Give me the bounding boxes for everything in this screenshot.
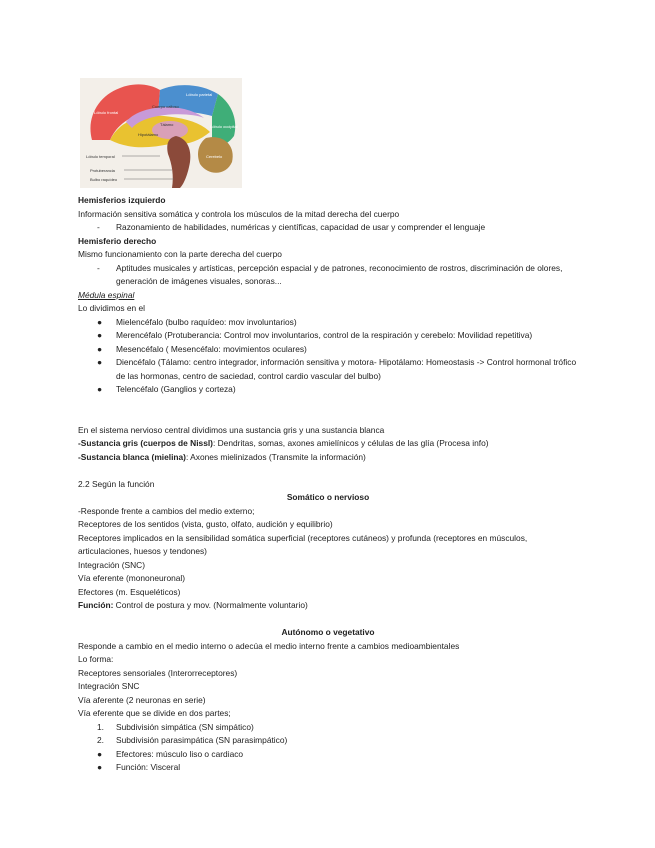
label-cerebelo: Cerebelo bbox=[206, 154, 223, 159]
label-lobulo-parietal: Lóbulo parietal bbox=[186, 92, 213, 97]
heading-hemisferio-derecho: Hemisferio derecho bbox=[78, 235, 157, 246]
paragraph: Integración SNC bbox=[78, 681, 140, 691]
bullet-text: Mielencéfalo (bulbo raquídeo: mov involuntarios) bbox=[116, 316, 297, 327]
number-marker: 2. bbox=[97, 735, 104, 745]
heading-medula-espinal: Médula espinal bbox=[78, 289, 135, 300]
dash-text: Razonamiento de habilidades, numéricas y científicas, capacidad de usar y comprender el lenguaje bbox=[116, 222, 486, 232]
bullet-marker: ● bbox=[97, 357, 103, 367]
funcion-label: Función: bbox=[78, 600, 114, 610]
spacer bbox=[78, 464, 578, 478]
paragraph: Responde a cambio en el medio interno o adecúa el medio interno frente a cambios medioambientales bbox=[78, 640, 460, 651]
sustancia-blanca-label: -Sustancia blanca (mielina) bbox=[78, 451, 186, 462]
bullet-text: Mesencéfalo ( Mesencéfalo: movimientos oculares) bbox=[116, 343, 307, 354]
paragraph: Integración (SNC) bbox=[78, 559, 146, 570]
bullet-marker: ● bbox=[97, 316, 103, 327]
funcion-line bbox=[78, 599, 578, 613]
bullet-item bbox=[78, 316, 578, 330]
dash-item bbox=[78, 262, 578, 289]
paragraph: Vía aferente (2 neuronas en serie) bbox=[78, 694, 206, 705]
paragraph: Lo forma: bbox=[78, 654, 114, 664]
sustancia-gris-line bbox=[78, 437, 578, 451]
label-talamo: Tálamo bbox=[160, 122, 174, 127]
bullet-marker: ● bbox=[97, 384, 103, 394]
bullet-text: Diencéfalo (Tálamo: centro integrador, información sensitiva y motora- Hipotálamo: Homeostasis -> Control hormonal trófico de las hormonas, centro de saciedad, control cardio vascular del bulbo) bbox=[116, 357, 577, 381]
paragraph: Receptores implicados en la sensibilidad somática superficial (receptores cutáneos) y profunda (receptores en músculos, articulaciones, huesos y tendones) bbox=[78, 532, 528, 556]
bullet-marker: ● bbox=[97, 343, 103, 354]
label-hipotalamo: Hipotálamo bbox=[138, 132, 159, 137]
paragraph: Mismo funcionamiento con la parte derecha del cuerpo bbox=[78, 249, 282, 259]
dash-text: Aptitudes musicales y artísticas, percepción espacial y de patrones, reconocimiento de rostros, discriminación de olores, generación de imágenes visuales, sonoras... bbox=[116, 262, 563, 286]
paragraph: Lo dividimos en el bbox=[78, 303, 146, 313]
label-lobulo-temporal: Lóbulo temporal bbox=[86, 154, 115, 159]
bullet-item bbox=[78, 356, 578, 383]
paragraph: Información sensitiva somática y controla los músculos de la mitad derecha del cuerpo bbox=[78, 208, 400, 219]
spacer bbox=[78, 397, 578, 424]
sustancia-blanca-line bbox=[78, 451, 578, 465]
number-marker: 1. bbox=[97, 721, 104, 732]
brain-illustration bbox=[80, 78, 242, 188]
dash-item bbox=[78, 221, 578, 235]
bullet-text: Merencéfalo (Protuberancia: Control mov involuntarios, control de la respiración y cerebelo: Movilidad repetitiva) bbox=[116, 330, 533, 340]
paragraph: Vía eferente (mononeuronal) bbox=[78, 573, 186, 583]
bullet-text: Efectores: músculo liso o cardiaco bbox=[116, 748, 244, 759]
paragraph: Efectores (m. Esqueléticos) bbox=[78, 586, 181, 597]
autonomic-title: Autónomo o vegetativo bbox=[281, 627, 375, 637]
bullet-item bbox=[78, 748, 578, 762]
bullet-marker: ● bbox=[97, 748, 103, 759]
document-body bbox=[78, 194, 578, 775]
paragraph: Receptores de los sentidos (vista, gusto, olfato, audición y equilibrio) bbox=[78, 519, 333, 529]
paragraph: En el sistema nervioso central dividimos una sustancia gris y una sustancia blanca bbox=[78, 424, 385, 435]
dash-marker: - bbox=[97, 262, 100, 273]
numbered-text: Subdivisión simpática (SN simpático) bbox=[116, 721, 254, 732]
bullet-text: Telencéfalo (Ganglios y corteza) bbox=[116, 384, 236, 394]
label-cuerpo-calloso: Cuerpo calloso bbox=[152, 104, 179, 109]
numbered-text: Subdivisión parasimpática (SN parasimpático) bbox=[116, 735, 288, 745]
label-protuberancia: Protuberancia bbox=[90, 168, 115, 173]
section-heading: 2.2 Según la función bbox=[78, 478, 155, 489]
somatic-title: Somático o nervioso bbox=[286, 492, 370, 502]
bullet-item bbox=[78, 343, 578, 357]
spacer bbox=[78, 613, 578, 627]
numbered-item bbox=[78, 721, 578, 735]
funcion-text: Control de postura y mov. (Normalmente voluntario) bbox=[113, 600, 308, 610]
dash-marker: - bbox=[97, 222, 100, 232]
label-lobulo-occipital: Lóbulo occipital bbox=[210, 124, 238, 129]
paragraph: -Responde frente a cambios del medio externo; bbox=[78, 505, 255, 516]
sustancia-gris-label: -Sustancia gris (cuerpos de Nissl) bbox=[78, 438, 213, 448]
paragraph: Receptores sensoriales (Interorreceptores) bbox=[78, 667, 238, 678]
numbered-item bbox=[78, 734, 578, 748]
brain-diagram bbox=[80, 78, 242, 188]
bullet-item bbox=[78, 329, 578, 343]
label-lobulo-frontal: Lóbulo frontal bbox=[94, 110, 119, 115]
bullet-marker: ● bbox=[97, 762, 103, 772]
heading-hemisferio-izquierdo: Hemisferios izquierdo bbox=[78, 195, 166, 205]
label-bulbo-raquideo: Bulbo raquídeo bbox=[90, 177, 118, 182]
bullet-item bbox=[78, 383, 578, 397]
bullet-text: Función: Visceral bbox=[116, 762, 181, 772]
bullet-item bbox=[78, 761, 578, 775]
paragraph: Vía eferente que se divide en dos partes; bbox=[78, 708, 231, 718]
bullet-marker: ● bbox=[97, 330, 103, 340]
sustancia-blanca-text: : Axones mielinizados (Transmite la información) bbox=[185, 451, 366, 462]
sustancia-gris-text: : Dendritas, somas, axones amielínicos y células de las glía (Procesa info) bbox=[212, 438, 489, 448]
